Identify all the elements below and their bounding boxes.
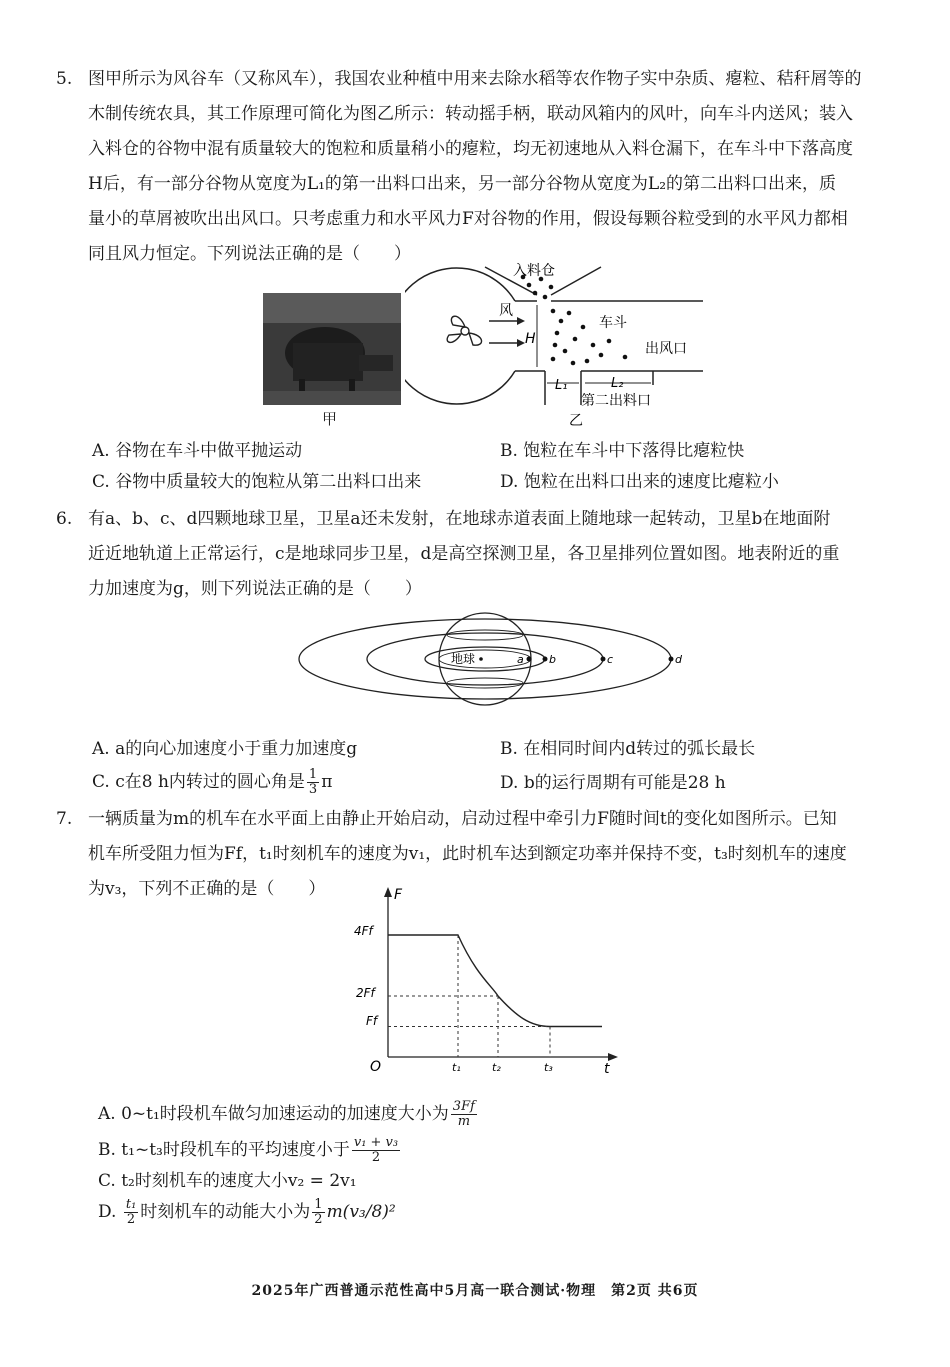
fraction-denominator: 2 bbox=[371, 1150, 381, 1165]
fraction bbox=[451, 1100, 477, 1129]
option-text: π bbox=[321, 772, 333, 792]
question-6 bbox=[56, 502, 916, 607]
label-c: c bbox=[607, 653, 614, 666]
question-text-line: 为v₃，下列不正确的是（ ） bbox=[88, 879, 326, 899]
fraction-denominator: m bbox=[457, 1114, 471, 1129]
force-curve bbox=[388, 935, 602, 1027]
option-7A bbox=[98, 1100, 479, 1129]
winnower-photo-image bbox=[263, 293, 401, 405]
question-text-line: 一辆质量为m的机车在水平面上由静止开始启动，启动过程中牵引力F随时间t的变化如图所示。已知 bbox=[88, 809, 837, 829]
x-tick-t1: t₁ bbox=[452, 1061, 461, 1074]
label-hopper: 入料仓 bbox=[513, 263, 555, 279]
option-6D: D. b的运行周期有可能是28 h bbox=[500, 773, 726, 793]
label-yi: 乙 bbox=[569, 413, 583, 429]
option-5D: D. 饱粒在出料口出来的速度比瘪粒小 bbox=[500, 472, 779, 492]
fraction-numerator: 1 bbox=[314, 1197, 323, 1212]
fraction-denominator: 3 bbox=[308, 782, 318, 797]
question-text-line: 有a、b、c、d四颗地球卫星，卫星a还未发射，在地球赤道表面上随地球一起转动，卫星b在地面附 bbox=[88, 509, 831, 529]
label-b: b bbox=[549, 653, 556, 666]
option-7C: C. t₂时刻机车的速度大小v₂ = 2v₁ bbox=[98, 1171, 357, 1191]
option-5B: B. 饱粒在车斗中下落得比瘪粒快 bbox=[500, 441, 745, 461]
figure-label-jia: 甲 bbox=[322, 410, 338, 428]
fraction-numerator: t₁ bbox=[125, 1197, 137, 1212]
fraction-numerator: 1 bbox=[308, 767, 318, 782]
question-text-line: 近近地轨道上正常运行，c是地球同步卫星，d是高空探测卫星，各卫星排列位置如图。地表附近的重 bbox=[88, 544, 840, 564]
fraction-numerator: v₁ + v₃ bbox=[353, 1135, 399, 1150]
question-text-line: 量小的草屑被吹出出风口。只考虑重力和水平风力F对谷物的作用，假设每颗谷粒受到的水平风力都相 bbox=[88, 209, 848, 229]
question-5 bbox=[56, 62, 916, 272]
option-text: m(v₃/8)² bbox=[326, 1202, 396, 1222]
fraction bbox=[352, 1136, 400, 1165]
question-text-line: 机车所受阻力恒为Ff，t₁时刻机车的速度为v₁，此时机车达到额定功率并保持不变，t₃时刻机车的速度 bbox=[88, 844, 847, 864]
origin-label: O bbox=[370, 1059, 382, 1075]
label-wind: 风 bbox=[499, 303, 513, 319]
label-chedou: 车斗 bbox=[599, 315, 627, 331]
question-text-line: 同且风力恒定。下列说法正确的是（ ） bbox=[88, 244, 411, 264]
option-text: C. c在8 h内转过的圆心角是 bbox=[92, 772, 305, 792]
label-outlet: 出风口 bbox=[645, 341, 687, 357]
y-tick-2Ff: 2Ff bbox=[356, 986, 375, 1000]
x-axis-label: t bbox=[604, 1061, 610, 1077]
question-number: 6. bbox=[56, 509, 73, 529]
fraction-numerator: 3Ff bbox=[452, 1099, 475, 1114]
option-text: B. t₁~t₃时段机车的平均速度小于 bbox=[98, 1140, 350, 1160]
label-second-outlet: 第二出料口 bbox=[581, 393, 651, 409]
option-text: 时刻机车的动能大小为 bbox=[140, 1202, 311, 1222]
fraction bbox=[307, 768, 319, 797]
fraction-denominator: 2 bbox=[314, 1212, 323, 1227]
page-footer: 2025年广西普通示范性高中5月高一联合测试·物理 第2页 共6页 bbox=[251, 1283, 699, 1299]
option-5A: A. 谷物在车斗中做平抛运动 bbox=[92, 441, 303, 461]
orbit-diagram bbox=[295, 605, 695, 720]
y-axis-label: F bbox=[394, 887, 403, 903]
y-tick-Ff: Ff bbox=[366, 1014, 378, 1028]
x-tick-t3: t₃ bbox=[544, 1061, 553, 1074]
fraction bbox=[312, 1198, 324, 1227]
option-5C: C. 谷物中质量较大的饱粒从第二出料口出来 bbox=[92, 472, 422, 492]
option-7D bbox=[98, 1198, 396, 1227]
question-text-line: 木制传统农具，其工作原理可简化为图乙所示：转动摇手柄，联动风箱内的风叶，向车斗内送风；装入 bbox=[88, 104, 853, 124]
question-text-line: 力加速度为g，则下列说法正确的是（ ） bbox=[88, 579, 422, 599]
option-text: D. bbox=[98, 1202, 117, 1222]
label-L2: L₂ bbox=[611, 376, 624, 391]
fraction bbox=[124, 1198, 138, 1227]
y-tick-4Ff: 4Ff bbox=[354, 924, 373, 938]
question-number: 5. bbox=[56, 69, 73, 89]
option-6C bbox=[92, 768, 332, 797]
question-text-line: 图甲所示为风谷车（又称风车），我国农业种植中用来去除水稻等农作物子实中杂质、瘪粒、秸秆屑等的 bbox=[88, 69, 862, 89]
question-text-line: H后，有一部分谷物从宽度为L₁的第一出料口出来，另一部分谷物从宽度为L₂的第二出料口出来，质 bbox=[88, 174, 837, 194]
x-tick-t2: t₂ bbox=[492, 1061, 501, 1074]
label-L1: L₁ bbox=[555, 378, 568, 393]
fraction-denominator: 2 bbox=[126, 1212, 136, 1227]
winnower-photo bbox=[263, 293, 401, 405]
label-d: d bbox=[675, 653, 682, 666]
option-6B: B. 在相同时间内d转过的弧长最长 bbox=[500, 739, 756, 759]
label-a: a bbox=[517, 653, 524, 666]
question-number: 7. bbox=[56, 809, 73, 829]
option-text: A. 0~t₁时段机车做匀加速运动的加速度大小为 bbox=[98, 1104, 449, 1124]
option-6A: A. a的向心加速度小于重力加速度g bbox=[92, 739, 358, 759]
winnower-diagram bbox=[405, 255, 710, 430]
label-earth: 地球 bbox=[451, 652, 476, 666]
option-7B bbox=[98, 1136, 402, 1165]
question-text-line: 入料仓的谷物中混有质量较大的饱粒和质量稍小的瘪粒，均无初速地从入料仓漏下，在车斗中下落高度 bbox=[88, 139, 853, 159]
force-time-graph bbox=[350, 885, 630, 1085]
label-H: H bbox=[525, 331, 536, 347]
